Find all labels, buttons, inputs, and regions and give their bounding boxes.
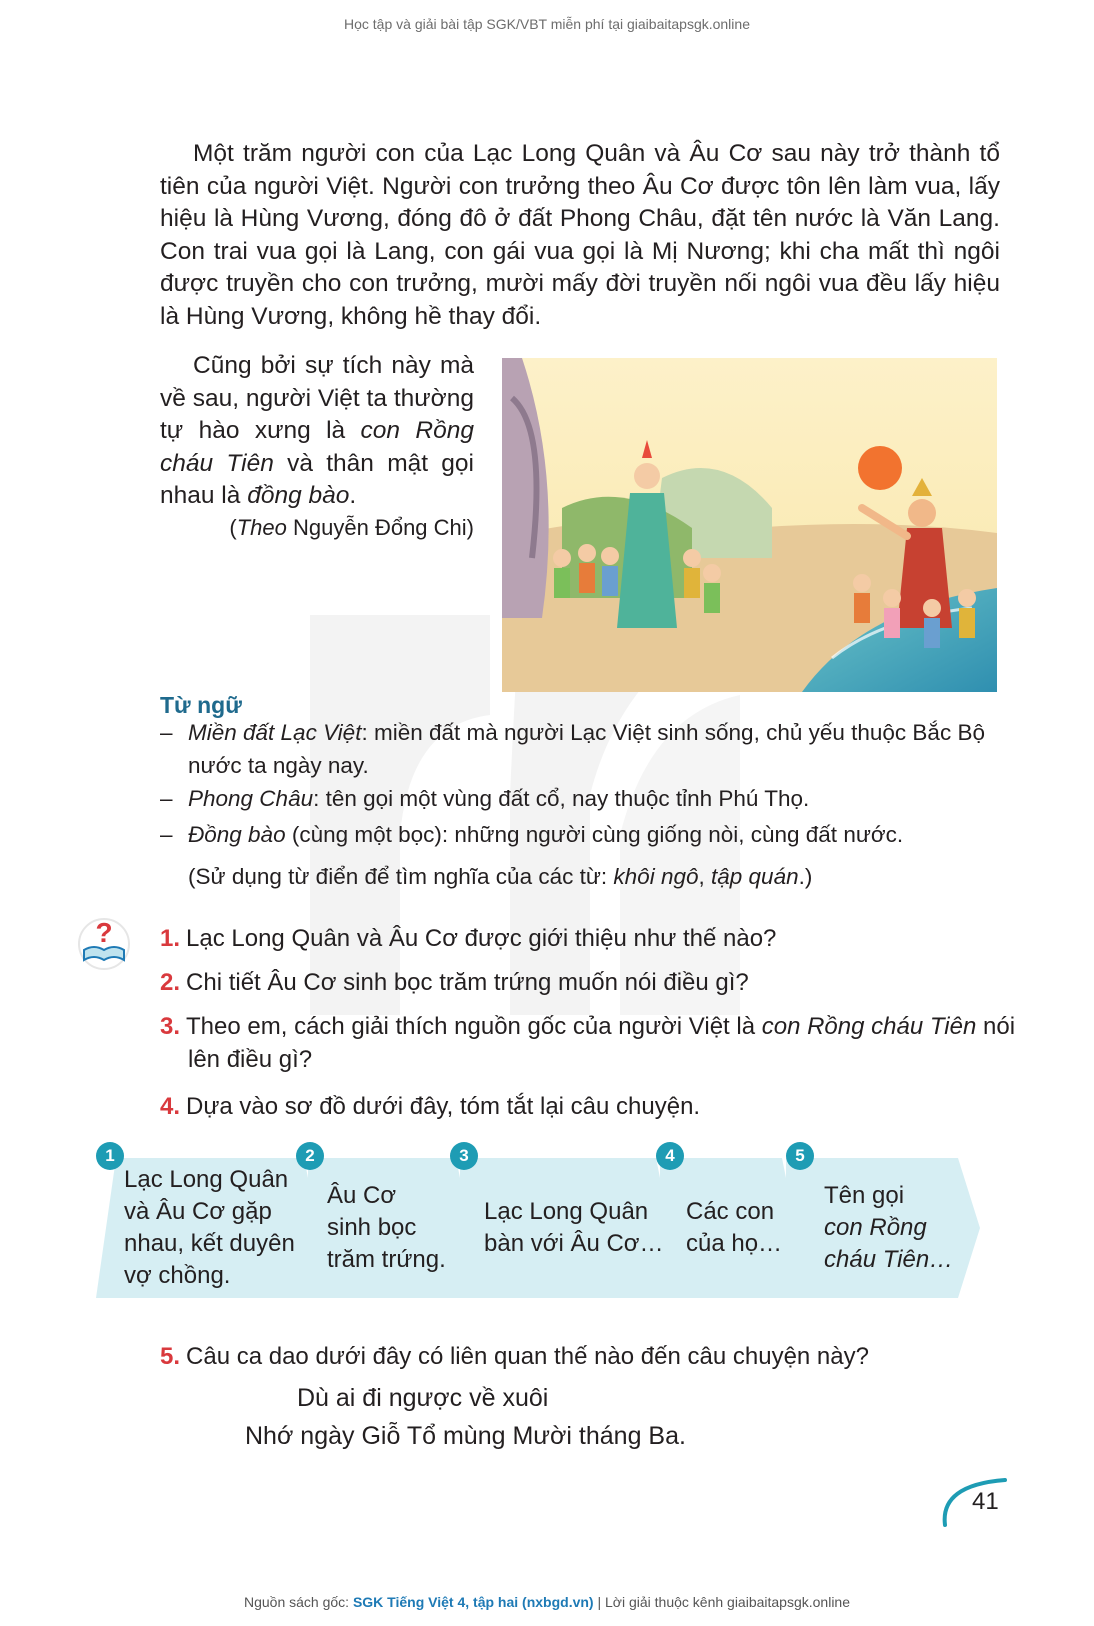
question-2 xyxy=(160,966,1000,999)
note-part-a: (Sử dụng từ điển để tìm nghĩa của các từ: xyxy=(188,864,614,889)
svg-text:?: ? xyxy=(95,917,113,948)
header-note: Học tập và giải bài tập SGK/VBT miễn phí tại giaibaitapsgk.online xyxy=(344,16,750,32)
vocab-definition: (cùng một bọc): những người cùng giống nòi, cùng đất nước. xyxy=(285,822,904,847)
flow-line: Lạc Long Quân xyxy=(484,1198,649,1225)
flow-line: sinh bọc xyxy=(327,1214,417,1241)
question-number: 1. xyxy=(160,925,181,952)
source-author: Nguyễn Đổng Chi) xyxy=(286,515,474,540)
story-paragraph-2-part-e: . xyxy=(349,482,357,509)
vocab-term: Miền đất Lạc Việt xyxy=(188,720,362,745)
story-flow-diagram xyxy=(96,1148,1016,1318)
note-word-khoi-ngo: khôi ngô xyxy=(613,864,699,889)
question-text: Lạc Long Quân và Âu Cơ được giới thiệu như thế nào? xyxy=(186,925,777,952)
flow-step-number: 4 xyxy=(656,1142,684,1170)
question-text: Chi tiết Âu Cơ sinh bọc trăm trứng muốn nói điều gì? xyxy=(186,969,749,996)
vocab-dash: – xyxy=(160,720,173,745)
story-paragraph-2-part-c: và thân mật gọi nhau là xyxy=(160,449,474,509)
flow-step-number: 3 xyxy=(450,1142,478,1170)
flow-line: Tên gọi xyxy=(824,1182,905,1209)
note-part-c: , xyxy=(698,864,712,889)
question-5 xyxy=(160,1340,1000,1373)
question-number: 2. xyxy=(160,969,181,996)
vocab-item xyxy=(160,716,1000,782)
vocab-term: Đồng bào xyxy=(188,822,286,847)
footer-note xyxy=(0,1594,1094,1610)
flow-line: và Âu Cơ gặp xyxy=(124,1198,272,1225)
flow-line: Các con xyxy=(686,1198,775,1225)
story-paragraph-2 xyxy=(160,350,474,513)
flow-line: Âu Cơ xyxy=(327,1182,397,1209)
question-text: Dựa vào sơ đồ dưới đây, tóm tắt lại câu chuyện. xyxy=(186,1093,701,1120)
question-number: 4. xyxy=(160,1093,181,1120)
vocab-item xyxy=(160,818,1000,851)
question-book-icon xyxy=(76,914,132,970)
story-paragraph-1: Một trăm người con của Lạc Long Quân và Âu Cơ sau này trở thành tổ tiên của người Việt. Người con trưởng theo Âu Cơ được tôn lên làm vua, lấy hiệu là Hùng Vương, đóng đô ở đất Phong Châu, đặt tên nước là Văn Lang. Con trai vua gọi là Lang, con gái vua gọi là Mị Nương; khi cha mất thì ngôi được truyền cho con trưởng, mười mấy đời truyền nối ngôi vua đều lấy hiệu là Hùng Vương, không hề thay đổi. xyxy=(160,140,1000,330)
vocab-definition: : miền đất mà người Lạc Việt sinh sống, chủ yếu thuộc Bắc Bộ nước ta ngày nay. xyxy=(188,720,985,778)
poem-line-2: Nhớ ngày Giỗ Tổ mùng Mười tháng Ba. xyxy=(245,1422,686,1450)
vocab-title: Từ ngữ xyxy=(160,692,242,718)
flow-step-number: 2 xyxy=(296,1142,324,1170)
flow-line: con Rồng xyxy=(824,1214,927,1241)
question-text: Câu ca dao dưới đây có liên quan thế nào đến câu chuyện này? xyxy=(186,1343,869,1370)
poem-line-1: Dù ai đi ngược về xuôi xyxy=(297,1384,549,1412)
question-1 xyxy=(160,922,1000,955)
source-theo: Theo xyxy=(236,515,287,540)
story-source xyxy=(160,515,474,541)
flow-line: bàn với Âu Cơ… xyxy=(484,1230,664,1257)
story-phrase-con-rong-chau-tien: con Rồng cháu Tiên xyxy=(160,417,474,477)
question-3 xyxy=(160,1010,1028,1076)
vocab-dash: – xyxy=(160,786,173,811)
flow-step-4-text xyxy=(686,1196,782,1260)
flow-step-2-text xyxy=(327,1180,446,1276)
flow-line: nhau, kết duyên xyxy=(124,1230,295,1257)
vocab-item xyxy=(160,782,1000,815)
note-word-tap-quan: tập quán xyxy=(711,864,799,889)
flow-step-number: 1 xyxy=(96,1142,124,1170)
story-paragraph-2-part-a: Cũng bởi sự tích này mà về sau, người Việt ta thường tự hào xưng là xyxy=(160,352,474,444)
vocab-definition: : tên gọi một vùng đất cổ, nay thuộc tỉnh Phú Thọ. xyxy=(313,786,810,811)
flow-step-1-text xyxy=(124,1164,295,1292)
flow-line: trăm trứng. xyxy=(327,1246,446,1273)
flow-step-3-text xyxy=(484,1196,664,1260)
question-number: 3. xyxy=(160,1013,181,1040)
question-italic-phrase: con Rồng cháu Tiên xyxy=(761,1013,977,1040)
vocab-dictionary-note xyxy=(188,864,812,890)
flow-line: cháu Tiên… xyxy=(824,1246,954,1273)
page-number: 41 xyxy=(972,1488,999,1515)
vocab-term: Phong Châu xyxy=(188,786,314,811)
question-4 xyxy=(160,1090,1000,1123)
question-text: Theo em, cách giải thích nguồn gốc của người Việt là xyxy=(186,1013,762,1040)
story-phrase-dong-bao: đồng bào xyxy=(247,482,350,509)
note-part-e: .) xyxy=(798,864,813,889)
source-open: ( xyxy=(229,515,237,540)
footer-source-link[interactable]: SGK Tiếng Việt 4, tập hai (nxbgd.vn) xyxy=(352,1594,594,1610)
flow-line: Lạc Long Quân xyxy=(124,1166,289,1193)
footer-suffix: | Lời giải thuộc kênh giaibaitapsgk.online xyxy=(593,1594,851,1610)
footer-prefix: Nguồn sách gốc: xyxy=(243,1594,353,1610)
question-number: 5. xyxy=(160,1343,181,1370)
story-illustration xyxy=(502,358,997,692)
vocab-dash: – xyxy=(160,822,173,847)
question-text-end: nói lên điều gì? xyxy=(188,1013,1016,1073)
flow-line: của họ… xyxy=(686,1230,783,1257)
flow-line: vợ chồng. xyxy=(124,1262,231,1289)
flow-step-number: 5 xyxy=(786,1142,814,1170)
flow-step-5-text xyxy=(824,1180,953,1276)
